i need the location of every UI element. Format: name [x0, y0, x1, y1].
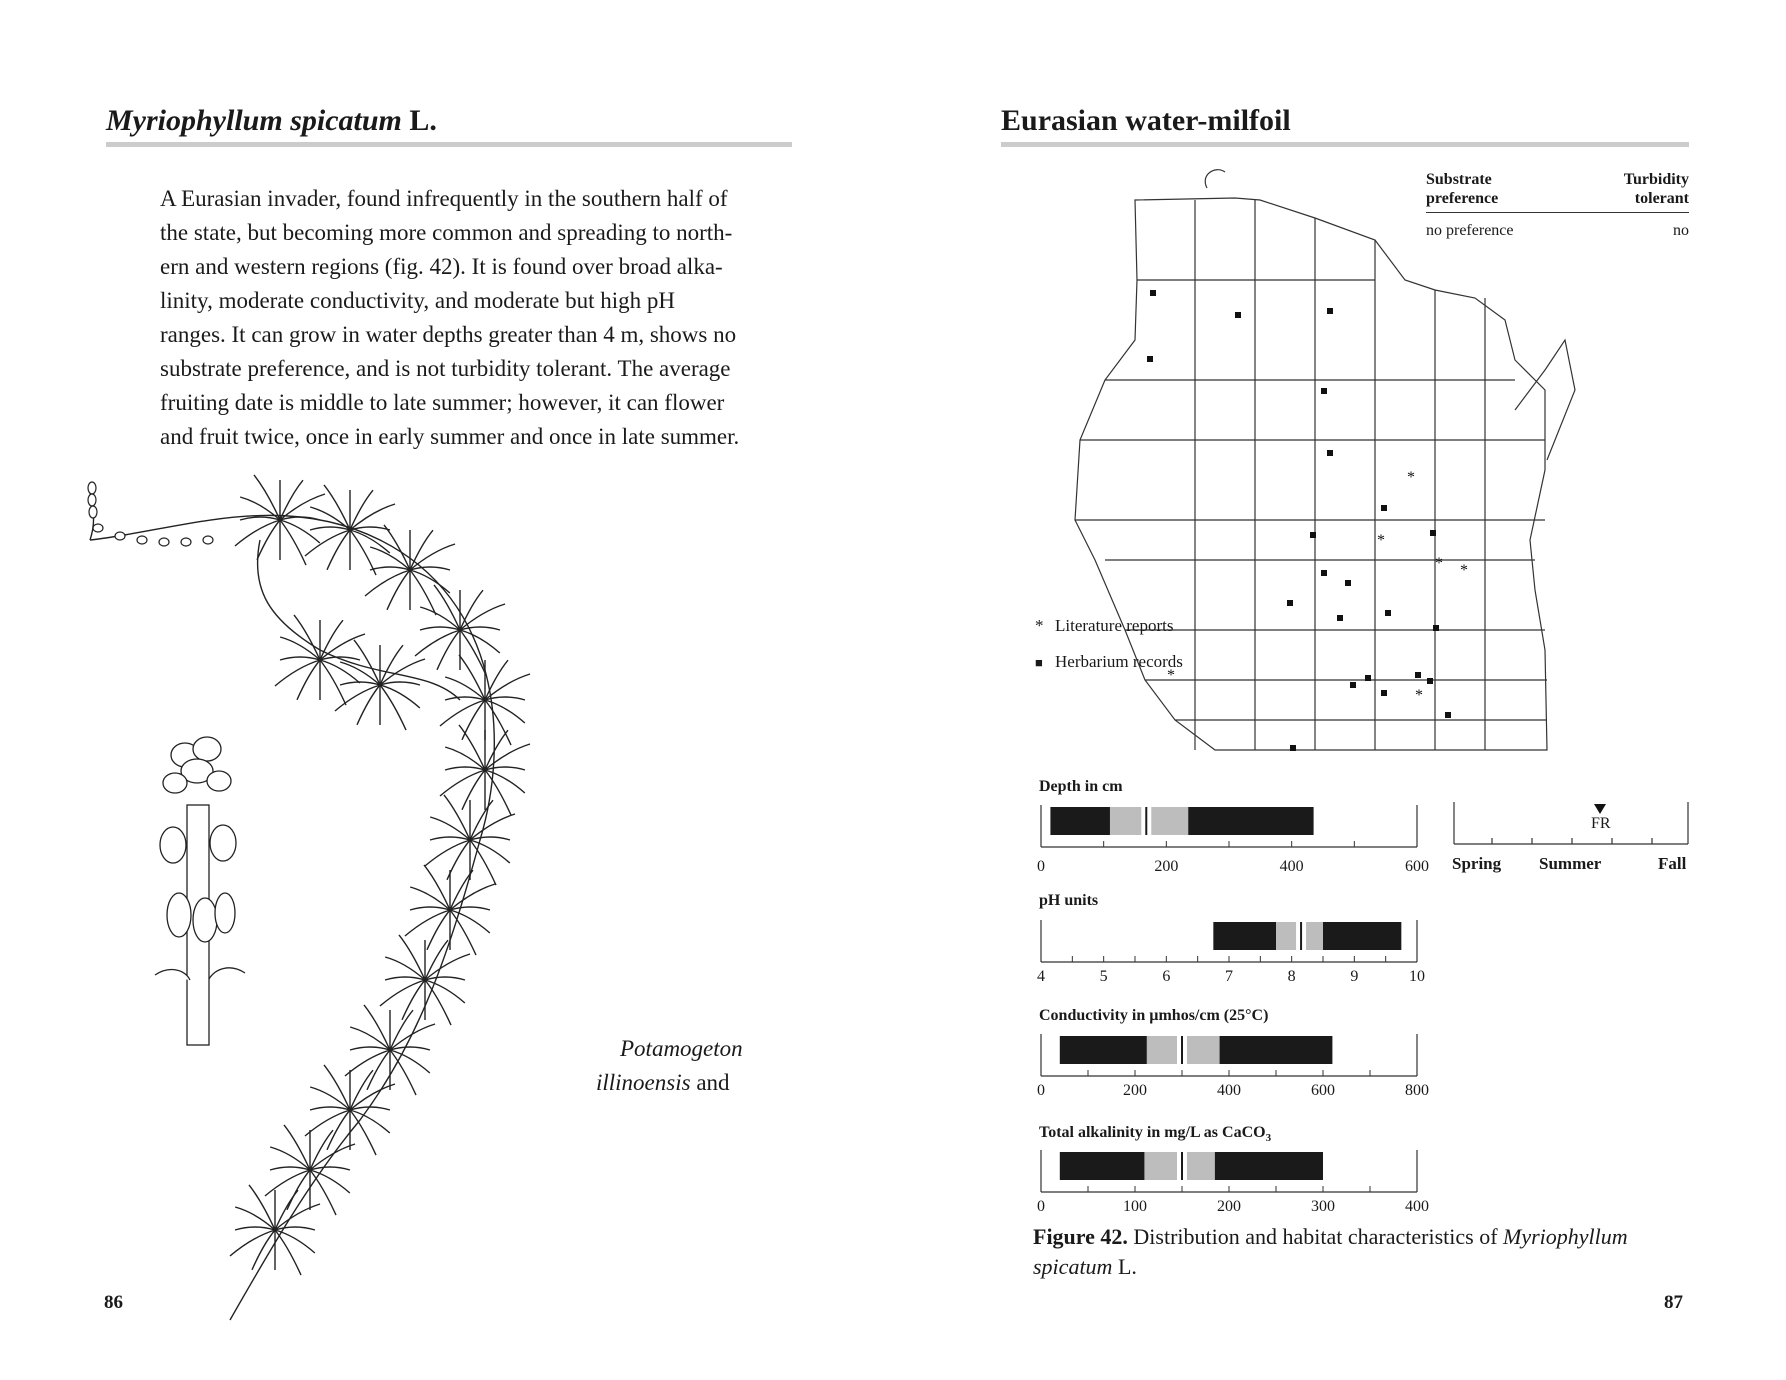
left-page-title: [106, 106, 437, 136]
leaf-stroke: [350, 1107, 390, 1110]
turbidity-value: no: [1673, 222, 1689, 239]
leaf-stroke: [240, 517, 280, 520]
leaf-stroke: [327, 1110, 350, 1150]
median-line: [1181, 1036, 1183, 1064]
leaf-stroke: [257, 520, 280, 560]
leaf-stroke: [354, 640, 380, 685]
leaf-stroke: [310, 527, 350, 530]
leaf-stroke: [235, 1227, 275, 1230]
leaf-stroke: [415, 630, 460, 656]
leaf-stroke: [425, 977, 465, 980]
tick-label: 8: [1287, 968, 1296, 985]
leaf-stroke: [459, 655, 485, 700]
season-fall: Fall: [1658, 854, 1687, 873]
leaf-stroke: [380, 682, 420, 685]
substrate-value: no preference: [1426, 222, 1514, 239]
legend-herbarium: [1035, 644, 1183, 681]
leaf-stroke: [370, 567, 410, 570]
left-title-rule: [106, 142, 792, 147]
leaf-stroke: [390, 1047, 430, 1050]
leaf-stroke: [485, 770, 511, 815]
legend-literature: [1035, 608, 1183, 644]
paragraph-line: ranges. It can grow in water depths greater than 4 m, shows no: [160, 322, 737, 347]
leaf-stroke: [390, 1010, 413, 1050]
leaf-stroke: [380, 685, 406, 730]
paragraph-line: fruiting date is middle to late summer; however, it can flower: [160, 390, 725, 415]
leaf-stroke: [357, 685, 380, 725]
paragraph-line: the state, but becoming more common and spreading to north-: [160, 220, 733, 245]
leaf-stroke: [254, 475, 280, 520]
leaf-stroke: [420, 627, 460, 630]
season-summer: Summer: [1539, 854, 1602, 873]
svg-text:*: *: [1167, 667, 1175, 684]
leaf-stroke: [310, 1170, 336, 1215]
leaf-stroke: [350, 1070, 373, 1110]
leaf-stroke: [425, 840, 470, 866]
tick-label: 7: [1225, 968, 1233, 985]
substrate-header-line2: preference: [1426, 190, 1499, 207]
leaf-stroke: [470, 837, 510, 840]
legend-literature-label: Literature reports: [1055, 616, 1174, 635]
leaf-stroke: [320, 620, 343, 660]
chart-title: [1039, 1007, 1268, 1025]
leaf-stroke: [350, 490, 373, 530]
paragraph-line: and fruit twice, once in early summer and once in late summer.: [160, 424, 740, 449]
tick-label: 4: [1037, 968, 1045, 985]
phenology-timeline: [1452, 800, 1692, 850]
substrate-header-line1: Substrate: [1426, 171, 1492, 188]
flower-spike-detail: [145, 725, 255, 1045]
median-line: [1300, 922, 1302, 950]
square-icon: ■: [1035, 655, 1043, 670]
leaf-stroke: [252, 1230, 275, 1270]
leaf-stroke: [350, 1110, 390, 1133]
leaf-stroke: [445, 767, 485, 770]
leaf-stroke: [390, 1050, 416, 1095]
paragraph-line: illinoensis and: [596, 1070, 730, 1095]
leaf-stroke: [387, 570, 410, 610]
leaf-stroke: [390, 1050, 430, 1073]
leaf-stroke: [275, 1227, 315, 1230]
range-bar-chart: [1039, 918, 1419, 968]
leaf-stroke: [294, 615, 320, 660]
leaf-stroke: [437, 630, 460, 670]
leaf-stroke: [280, 480, 303, 520]
leaf-stroke: [440, 770, 485, 796]
leaf-stroke: [485, 767, 525, 770]
chart-title-subscript: 3: [1265, 1132, 1272, 1145]
median-line: [1145, 807, 1147, 835]
leaf-stroke: [460, 630, 500, 653]
season-spring: Spring: [1452, 854, 1502, 873]
leaf-stroke: [485, 700, 525, 723]
tick-label: 400: [1279, 858, 1304, 875]
leaf-stroke: [470, 840, 510, 863]
leaf-stroke: [310, 1130, 333, 1170]
tick-label: 0: [1037, 858, 1045, 875]
tick-label: 200: [1123, 1082, 1147, 1099]
leaf-stroke: [275, 660, 320, 686]
leaf-stroke: [460, 627, 500, 630]
paragraph-line: substrate preference, and is not turbidity tolerant. The average: [160, 356, 731, 381]
leaf-stroke: [305, 530, 350, 556]
paragraph-line: linity, moderate conductivity, and moderate but high pH: [160, 288, 676, 313]
turbidity-header-line1: Turbidity: [1623, 171, 1689, 188]
leaf-stroke: [324, 1065, 350, 1110]
caption-text: Distribution and habitat characteristics of: [1127, 1224, 1504, 1249]
tick-label: 100: [1123, 1198, 1147, 1215]
leaf-stroke: [280, 657, 320, 660]
leaf-stroke: [460, 590, 483, 630]
species-author: L.: [409, 104, 437, 137]
chart-title: [1039, 778, 1123, 796]
caption-species: Myriophyllum spicatum: [1033, 1224, 1628, 1279]
leaf-stroke: [310, 1107, 350, 1110]
tick-label: 5: [1099, 968, 1108, 985]
figure-caption: [1033, 1222, 1683, 1282]
range-bar-chart: [1039, 803, 1419, 853]
leaf-stroke: [430, 837, 470, 840]
leaf-stroke: [399, 935, 425, 980]
leaf-stroke: [297, 660, 320, 700]
leaf-stroke: [284, 1125, 310, 1170]
median-line: [1181, 1152, 1183, 1180]
figure-number: Figure 42.: [1033, 1224, 1128, 1249]
chart-title: [1039, 892, 1098, 910]
leaf-stroke: [364, 1005, 390, 1050]
svg-text:*: *: [1460, 562, 1468, 579]
tick-label: 0: [1037, 1082, 1045, 1099]
svg-text:*: *: [1407, 469, 1415, 486]
tick-label: 200: [1154, 858, 1179, 875]
leaf-stroke: [427, 910, 450, 950]
leaf-stroke: [384, 525, 410, 570]
svg-text:*: *: [1377, 532, 1385, 549]
leaf-stroke: [410, 530, 433, 570]
leaf-stroke: [410, 567, 450, 570]
leaf-stroke: [367, 1050, 390, 1090]
leaf-stroke: [380, 685, 420, 708]
fruiting-marker-label: FR: [1591, 815, 1611, 832]
leaf-stroke: [424, 865, 450, 910]
leaf-stroke: [335, 685, 380, 711]
leaf-stroke: [230, 1230, 275, 1256]
leaf-stroke: [265, 1170, 310, 1196]
tick-label: 800: [1405, 1082, 1429, 1099]
leaf-stroke: [270, 1167, 310, 1170]
leaf-stroke: [380, 980, 425, 1006]
leaf-stroke: [305, 1110, 350, 1136]
svg-text:*: *: [1415, 687, 1423, 704]
tick-label: 200: [1217, 1198, 1241, 1215]
leaf-stroke: [450, 910, 476, 955]
chart-title-text: Total alkalinity in mg/L as CaCO: [1039, 1124, 1266, 1141]
tick-label: 6: [1162, 968, 1171, 985]
tick-label: 0: [1037, 1198, 1045, 1215]
leaf-stroke: [350, 1047, 390, 1050]
leaf-stroke: [440, 700, 485, 726]
leaf-stroke: [450, 907, 490, 910]
leaf-stroke: [365, 570, 410, 596]
turbidity-header-line2: tolerant: [1634, 190, 1689, 207]
paragraph-line: ern and western regions (fig. 42). It is found over broad alka-: [160, 254, 723, 279]
legend-herbarium-label: Herbarium records: [1055, 652, 1183, 671]
leaf-stroke: [459, 725, 485, 770]
leaf-stroke: [410, 907, 450, 910]
leaf-stroke: [485, 730, 508, 770]
left-page-number: 86: [104, 1292, 123, 1313]
leaf-stroke: [310, 1170, 350, 1193]
leaf-stroke: [280, 520, 306, 565]
leaf-stroke: [380, 645, 403, 685]
caption-author: L.: [1112, 1254, 1137, 1279]
tick-label: 10: [1409, 968, 1425, 985]
tick-label: 600: [1405, 858, 1429, 875]
svg-text:*: *: [1435, 555, 1443, 572]
tick-label: 600: [1311, 1082, 1335, 1099]
fruiting-marker-icon: [1594, 804, 1606, 814]
leaf-stroke: [425, 980, 451, 1025]
leaf-stroke: [310, 1167, 350, 1170]
paragraph-line: Potamogeton: [620, 1036, 743, 1061]
leaf-stroke: [345, 1050, 390, 1076]
asterisk-icon: *: [1035, 616, 1044, 635]
chart-title-text: Conductivity in µmhos/cm (25°C): [1039, 1007, 1269, 1024]
leaf-stroke: [320, 660, 346, 705]
right-title-rule: [1001, 142, 1689, 147]
right-page-title: Eurasian water-milfoil: [1001, 104, 1291, 137]
leaf-stroke: [235, 520, 280, 546]
leaf-stroke: [340, 682, 380, 685]
right-page-number: 87: [1664, 1292, 1683, 1313]
species-name: Myriophyllum spicatum: [106, 104, 402, 137]
tick-label: 400: [1217, 1082, 1241, 1099]
map-legend: [1035, 608, 1183, 681]
leaf-stroke: [445, 697, 485, 700]
tick-label: 300: [1311, 1198, 1335, 1215]
leaf-stroke: [434, 585, 460, 630]
tick-label: 9: [1350, 968, 1359, 985]
leaf-stroke: [485, 660, 508, 700]
chart-title-text: pH units: [1039, 892, 1099, 909]
tick-label: 400: [1405, 1198, 1429, 1215]
range-bar-chart: [1039, 1032, 1419, 1082]
leaf-stroke: [462, 770, 485, 810]
leaf-stroke: [280, 520, 320, 543]
leaf-stroke: [327, 530, 350, 570]
chart-title: [1039, 1124, 1271, 1144]
range-bar-chart: [1039, 1148, 1419, 1198]
leaf-stroke: [485, 700, 511, 745]
chart-title-text: Depth in cm: [1039, 778, 1123, 795]
leaf-stroke: [385, 977, 425, 980]
leaf-stroke: [405, 910, 450, 936]
paragraph-line: A Eurasian invader, found infrequently in the southern half of: [160, 186, 728, 211]
